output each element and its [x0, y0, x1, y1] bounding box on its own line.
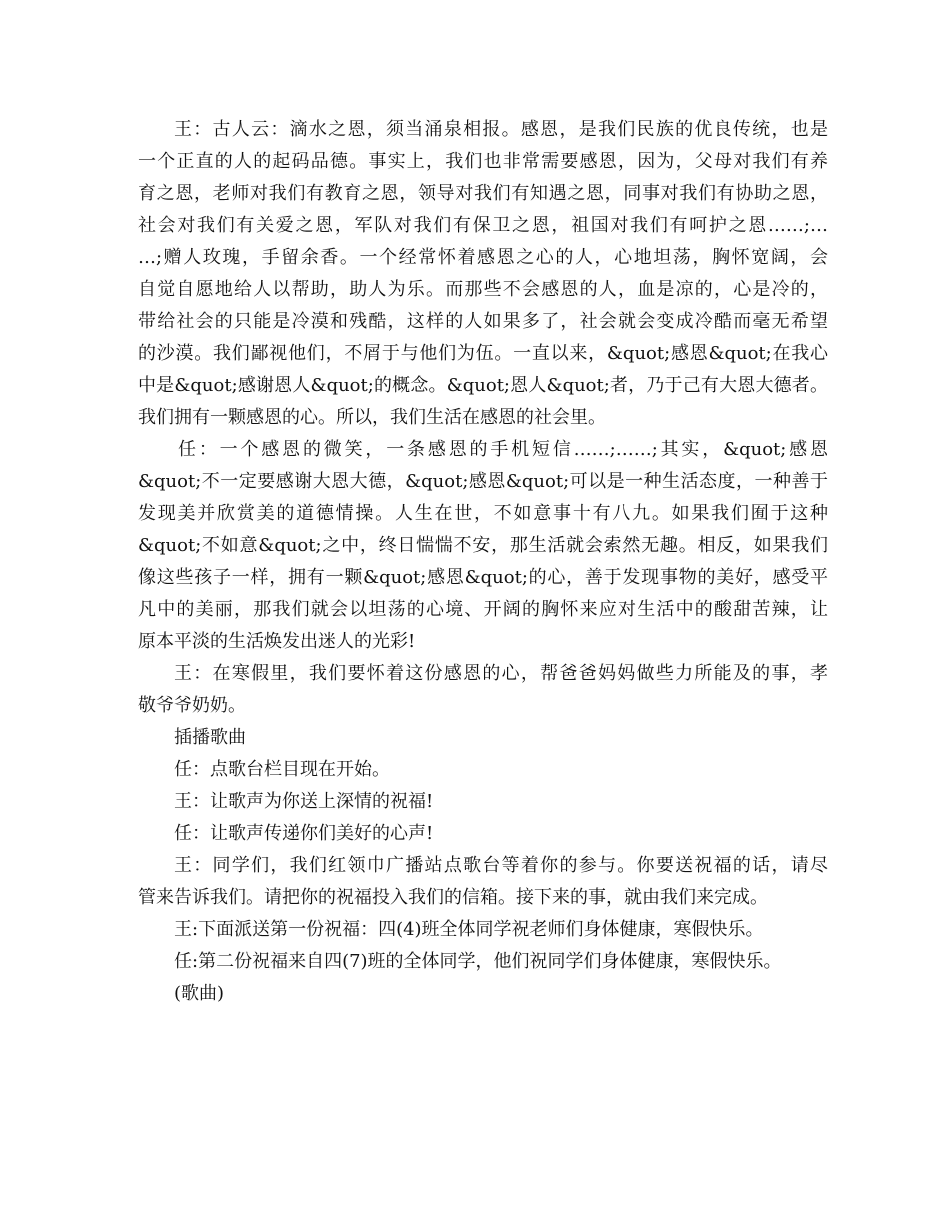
paragraph-line: 自觉自愿地给人以帮助，助人为乐。而那些不会感恩的人，血是凉的，心是冷的， [138, 279, 828, 300]
paragraph-line: 原本平淡的生活焕发出迷人的光彩! [138, 631, 416, 652]
paragraph-line: 王：同学们，我们红领巾广播站点歌台等着你的参与。你要送祝福的话，请尽 [174, 855, 828, 876]
paragraph-line: 一个正直的人的起码品德。事实上，我们也非常需要感恩，因为，父母对我们有养 [138, 151, 828, 172]
paragraph-line: 王：让歌声为你送上深情的祝福! [174, 791, 434, 812]
paragraph-line: 王:下面派送第一份祝福：四(4)班全体同学祝老师们身体健康，寒假快乐。 [174, 919, 764, 940]
paragraph-line: 的沙漠。我们鄙视他们，不屑于与他们为伍。一直以来，&quot;感恩&quot;在我心 [138, 343, 828, 364]
paragraph-line: 插播歌曲 [174, 727, 246, 748]
paragraph-line: 我们拥有一颗感恩的心。所以，我们生活在感恩的社会里。 [138, 407, 606, 428]
paragraph-line: 任：让歌声传递你们美好的心声! [174, 823, 434, 844]
paragraph-line: 发现美并欣赏美的道德情操。人生在世，不如意事十有八九。如果我们囿于这种 [138, 503, 828, 524]
paragraph-line: (歌曲) [174, 983, 225, 1004]
paragraph-line: 王：古人云：滴水之恩，须当涌泉相报。感恩，是我们民族的优良传统，也是 [174, 119, 828, 140]
paragraph-line: 凡中的美丽，那我们就会以坦荡的心境、开阔的胸怀来应对生活中的酸甜苦辣，让 [138, 599, 828, 620]
paragraph-line: 管来告诉我们。请把你的祝福投入我们的信箱。接下来的事，就由我们来完成。 [138, 887, 768, 908]
paragraph-line: 任:第二份祝福来自四(7)班的全体同学，他们祝同学们身体健康，寒假快乐。 [174, 951, 782, 972]
paragraph-line: 任：点歌台栏目现在开始。 [174, 759, 390, 780]
paragraph-line: 社会对我们有关爱之恩，军队对我们有保卫之恩，祖国对我们有呵护之恩……;… [138, 215, 828, 236]
paragraph-line: 敬爷爷奶奶。 [138, 695, 246, 716]
paragraph-line: 任：一个感恩的微笑，一条感恩的手机短信……;……;其实，&quot;感恩 [178, 439, 828, 460]
paragraph-line: &quot;不一定要感谢大恩大德，&quot;感恩&quot;可以是一种生活态度，一种善于 [138, 471, 828, 492]
document-body [138, 114, 828, 1010]
paragraph-line: 中是&quot;感谢恩人&quot;的概念。&quot;恩人&quot;者，乃于己有大恩大德者。 [138, 375, 828, 396]
paragraph-line: 育之恩，老师对我们有教育之恩，领导对我们有知遇之恩，同事对我们有协助之恩， [138, 183, 828, 204]
paragraph-line: 像这些孩子一样，拥有一颗&quot;感恩&quot;的心，善于发现事物的美好，感受平 [138, 567, 828, 588]
paragraph-line: …;赠人玫瑰，手留余香。一个经常怀着感恩之心的人，心地坦荡，胸怀宽阔，会 [138, 247, 828, 268]
paragraph-line: 王：在寒假里，我们要怀着这份感恩的心，帮爸爸妈妈做些力所能及的事，孝 [174, 663, 828, 684]
paragraph-line: &quot;不如意&quot;之中，终日惴惴不安，那生活就会索然无趣。相反，如果我们 [138, 535, 828, 556]
paragraph-line: 带给社会的只能是冷漠和残酷，这样的人如果多了，社会就会变成冷酷而毫无希望 [138, 311, 828, 332]
